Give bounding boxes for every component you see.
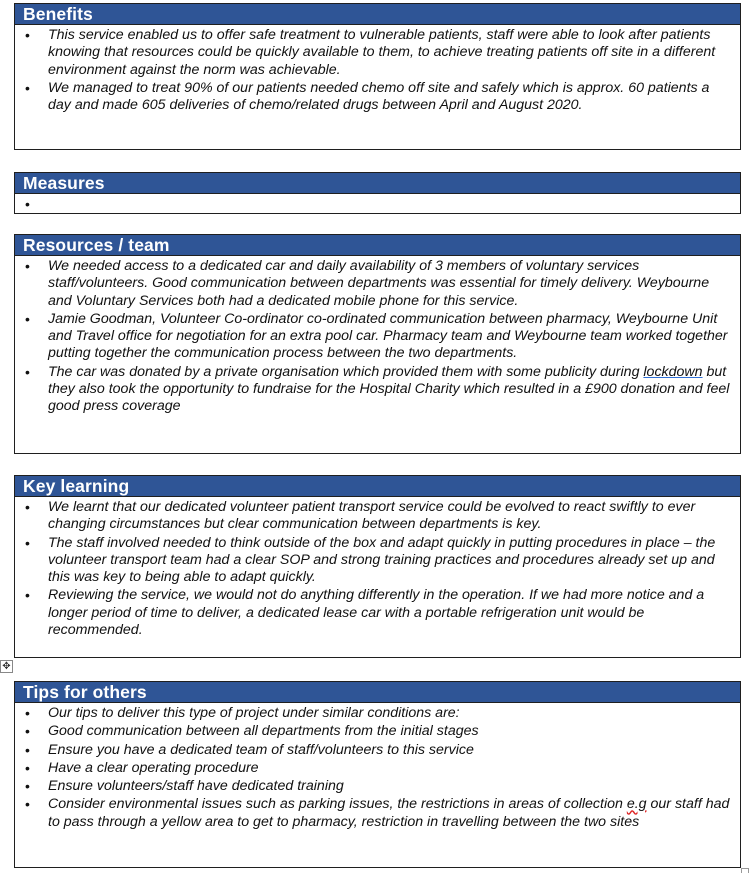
measures-list [15, 194, 740, 196]
spellcheck-word: e.g [626, 796, 647, 813]
measures-heading: Measures [15, 173, 740, 194]
list-item: • Ensure volunteers/staff have dedicated training [15, 778, 736, 795]
spellcheck-word: lockdown [643, 363, 703, 380]
resources-section [14, 234, 741, 454]
benefits-list [15, 25, 740, 114]
list-item: • Our tips to deliver this type of project under similar conditions are: [15, 705, 736, 722]
list-item-text: our staff had to pass through a yellow area to get to pharmacy, restriction in travelling between the two sites [48, 796, 730, 830]
resize-corner-icon[interactable] [741, 868, 749, 873]
list-item [15, 364, 736, 416]
list-item: • This service enabled us to offer safe treatment to vulnerable patients, staff were able to look after patients knowing that resources could be quickly available to them, to achieve treating patients off site in a different environment against the norm was achievable. [15, 27, 736, 79]
list-item [15, 796, 736, 831]
tips-section [14, 681, 741, 868]
list-item: • We learnt that our dedicated volunteer patient transport service could be evolved to react swiftly to ever changing circumstances but clear communication between departments is key. [15, 499, 736, 534]
list-item: • Ensure you have a dedicated team of staff/volunteers to this service [15, 742, 736, 759]
list-item: • Good communication between all departments from the initial stages [15, 723, 736, 740]
resources-list [15, 256, 740, 416]
tips-list [15, 703, 740, 831]
key-learning-heading: Key learning [15, 476, 740, 497]
key-learning-section [14, 475, 741, 658]
list-item-text: The car was donated by a private organisation which provided them with some publicity during [48, 363, 644, 380]
key-learning-list [15, 497, 740, 639]
list-item: • The staff involved needed to think outside of the box and adapt quickly in putting procedures in place – the volunteer transport team had a clear SOP and strong training practices and procedures already set up and this was key to being able to adapt quickly. [15, 535, 736, 587]
list-item: • Jamie Goodman, Volunteer Co-ordinator co-ordinated communication between pharmacy, Weybourne Unit and Travel office for negotiation for an extra pool car. Pharmacy team and Weybourne team worked together putting together the communication process between the two departments. [15, 311, 736, 363]
measures-section [14, 172, 741, 214]
benefits-section [14, 3, 741, 150]
list-item: • Reviewing the service, we would not do anything differently in the operation. If we had more notice and a longer period of time to deliver, a dedicated lease car with a portable refrigeration unit would be recommended. [15, 587, 736, 639]
list-item: • Have a clear operating procedure [15, 760, 736, 777]
list-item-text: but they also took the opportunity to fundraise for the Hospital Charity which resulted in a £900 donation and feel good press coverage [48, 363, 730, 415]
list-item-text: Consider environmental issues such as parking issues, the restrictions in areas of collection [48, 796, 627, 813]
resources-heading: Resources / team [15, 235, 740, 256]
benefits-heading: Benefits [15, 4, 740, 25]
tips-heading: Tips for others [15, 682, 740, 703]
move-icon[interactable]: ✥ [0, 660, 13, 673]
list-item: • We managed to treat 90% of our patients needed chemo off site and safely which is approx. 60 patients a day and made 605 deliveries of chemo/related drugs between April and August 2020. [15, 80, 736, 115]
list-item: • We needed access to a dedicated car and daily availability of 3 members of voluntary services staff/volunteers. Good communication between departments was essential for timely delivery. Weybourne and Voluntary Services both had a dedicated mobile phone for this service. [15, 258, 736, 310]
